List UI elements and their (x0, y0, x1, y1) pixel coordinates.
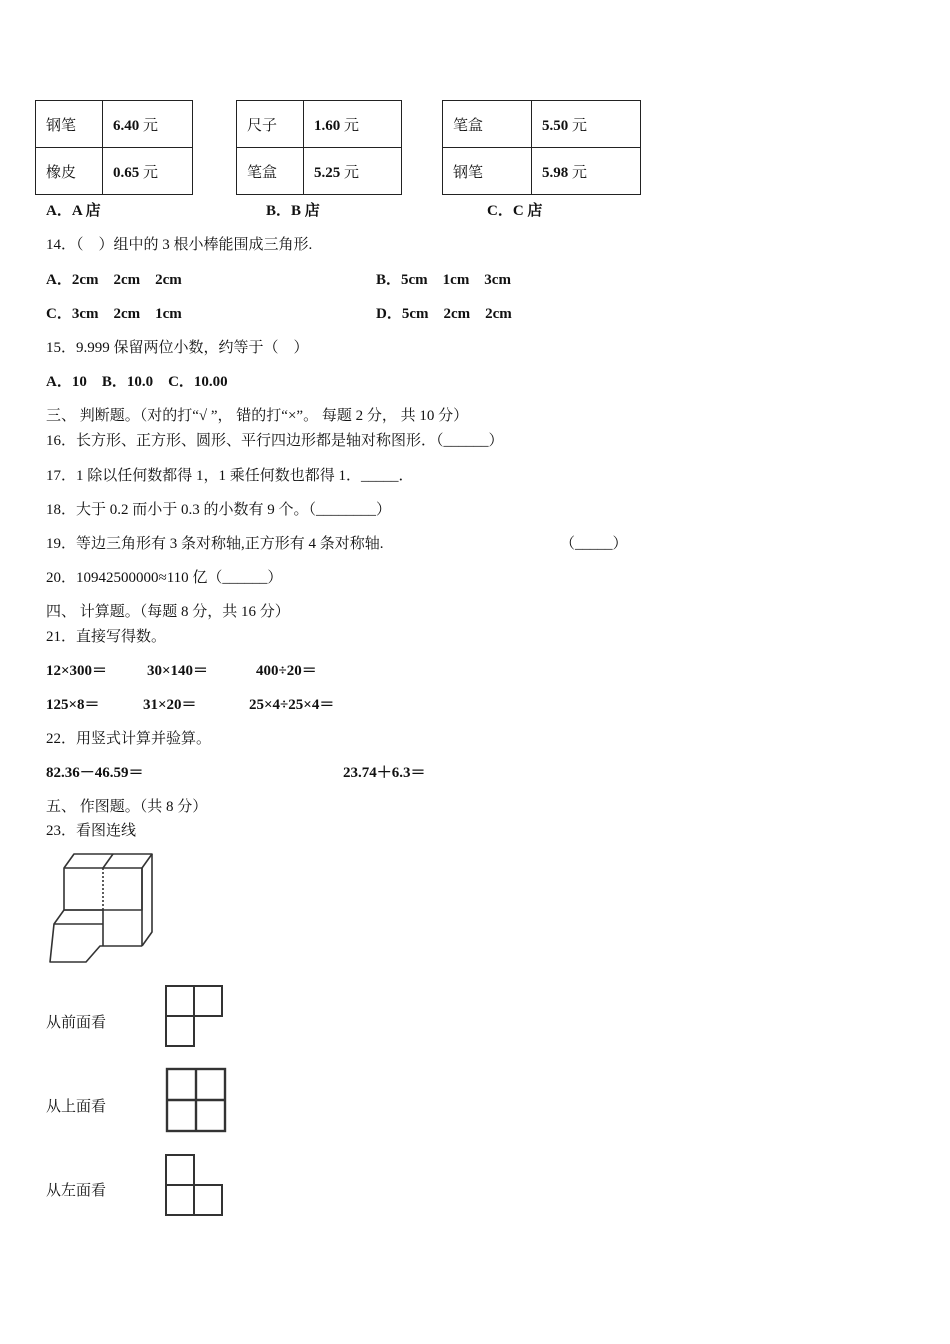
table-cell: 笔盒 (237, 148, 304, 195)
store-a-table (35, 100, 193, 195)
section-4-heading: 四、 计算题。（每题 8 分，共 16 分） (46, 604, 290, 620)
price-cell: 5.50 元 (532, 101, 641, 148)
q21-expr: 400÷20＝ (256, 663, 317, 679)
q14-option-d: D．5cm 2cm 2cm (376, 306, 512, 322)
q20: 20．10942500000≈110 亿（______） (46, 570, 283, 586)
store-c-table (442, 100, 641, 195)
price-cell: 1.60 元 (304, 101, 402, 148)
left-view-shape (162, 1151, 226, 1221)
price-cell: 0.65 元 (103, 148, 193, 195)
front-view-shape (162, 982, 226, 1052)
q15-options: A．10 B．10.0 C．10.00 (46, 374, 228, 390)
table-cell: 钢笔 (443, 148, 532, 195)
price-cell: 5.98 元 (532, 148, 641, 195)
q15-stem: 15．9.999 保留两位小数，约等于（ ） (46, 340, 309, 356)
q16: 16．长方形、正方形、圆形、平行四边形都是轴对称图形．（______） (46, 433, 504, 449)
price-cell: 6.40 元 (103, 101, 193, 148)
table-cell: 尺子 (237, 101, 304, 148)
section-3-heading: 三、 判断题。（对的打“√ ”， 错的打“×”。 每题 2 分， 共 10 分） (46, 408, 469, 424)
q22-expr: 82.36－46.59＝ (46, 765, 144, 781)
q14-stem: 14．（ ）组中的 3 根小棒能围成三角形. (46, 237, 313, 253)
q19-blank: （_____） (560, 536, 628, 552)
q13-option-a: A．A 店 (46, 203, 101, 219)
q23-stem: 23．看图连线 (46, 823, 137, 839)
q18: 18．大于 0.2 而小于 0.3 的小数有 9 个。（________） (46, 502, 392, 518)
q22-expr: 23.74＋6.3＝ (343, 765, 426, 781)
view-label-left: 从左面看 (46, 1183, 107, 1199)
q21-expr: 31×20＝ (143, 697, 197, 713)
q14-option-a: A．2cm 2cm 2cm (46, 272, 182, 288)
view-label-front: 从前面看 (46, 1015, 107, 1031)
section-5-heading: 五、 作图题。（共 8 分） (46, 799, 208, 815)
table-cell: 钢笔 (36, 101, 103, 148)
price-cell: 5.25 元 (304, 148, 402, 195)
q14-option-b: B．5cm 1cm 3cm (376, 272, 511, 288)
q14-option-c: C．3cm 2cm 1cm (46, 306, 182, 322)
q22-stem: 22．用竖式计算并验算。 (46, 731, 212, 747)
q21-stem: 21．直接写得数。 (46, 629, 167, 645)
q21-expr: 30×140＝ (147, 663, 209, 679)
table-cell: 笔盒 (443, 101, 532, 148)
table-cell: 橡皮 (36, 148, 103, 195)
q19-stem: 19．等边三角形有 3 条对称轴,正方形有 4 条对称轴. (46, 536, 384, 552)
cube-stack-figure (44, 850, 158, 968)
q13-option-b: B．B 店 (266, 203, 320, 219)
store-b-table (236, 100, 402, 195)
q21-expr: 25×4÷25×4＝ (249, 697, 335, 713)
top-view-shape (163, 1065, 229, 1135)
q13-option-c: C．C 店 (487, 203, 543, 219)
q21-expr: 125×8＝ (46, 697, 100, 713)
q17: 17．1 除以任何数都得 1，1 乘任何数也都得 1．_____． (46, 468, 414, 484)
q21-expr: 12×300＝ (46, 663, 108, 679)
view-label-top: 从上面看 (46, 1099, 107, 1115)
